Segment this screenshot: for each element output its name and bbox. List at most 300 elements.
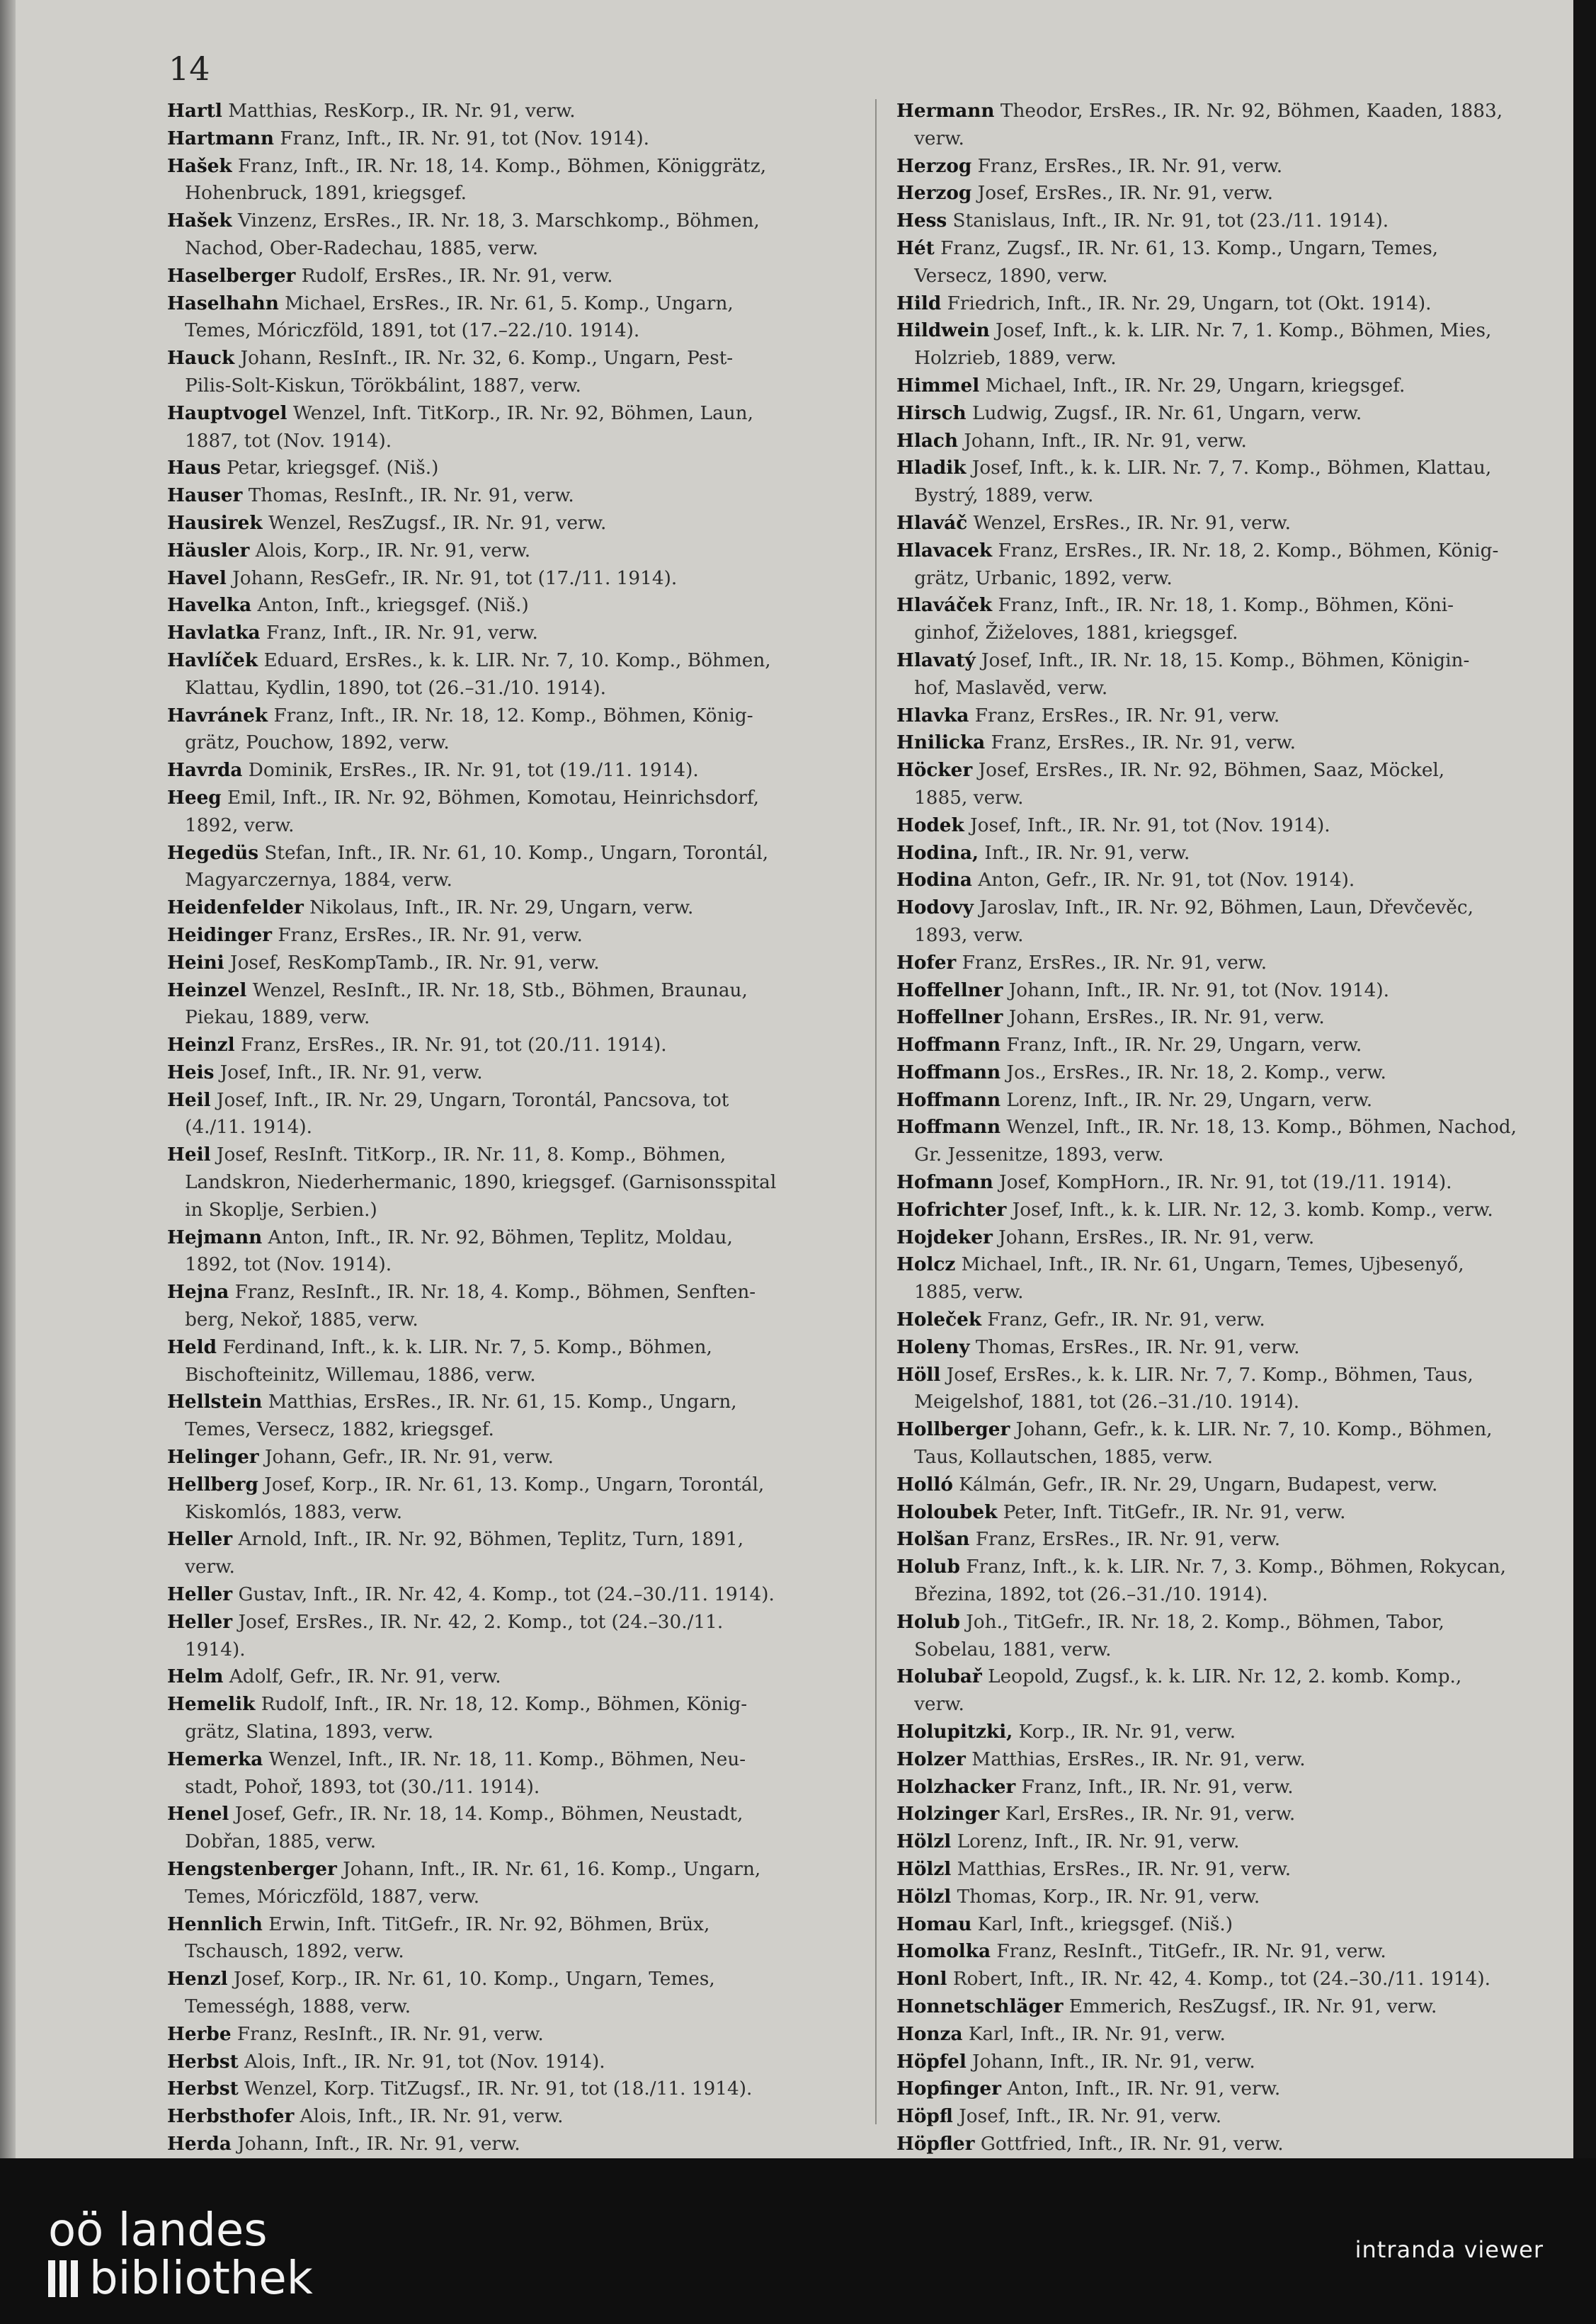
entry-details: Peter, Inft. TitGefr., IR. Nr. 91, verw.	[997, 1501, 1346, 1523]
entry-surname: Herbsthofer	[167, 2105, 295, 2128]
entry-surname: Hlavka	[896, 704, 969, 727]
entry-details: Johann, Inft., IR. Nr. 91, tot (Nov. 1914).	[1003, 979, 1389, 1001]
entry-line	[896, 1251, 1573, 1279]
entry-surname: Hauptvogel	[167, 401, 287, 424]
entry-surname: Heinzel	[167, 979, 247, 1001]
entry-surname: Hofer	[896, 951, 957, 974]
entry-line	[167, 1663, 855, 1691]
entry-details: Josef, ErsRes., IR. Nr. 92, Böhmen, Saaz, Möckel,	[972, 760, 1445, 782]
entry-surname: Hemelik	[167, 1693, 256, 1716]
entry-surname: Hölzl	[896, 1858, 952, 1880]
entry-line	[167, 620, 855, 647]
entry-line	[896, 98, 1573, 125]
entry-line	[896, 977, 1573, 1005]
entry-details: Stefan, Inft., IR. Nr. 61, 10. Komp., Ungarn, Torontál,	[258, 842, 769, 864]
entry-line	[896, 482, 1573, 510]
entry-details: Johann, ResGefr., IR. Nr. 91, tot (17./11. 1914).	[226, 567, 678, 589]
entry-details: grätz, Slatina, 1893, verw.	[167, 1721, 434, 1743]
entry-details: Joh., TitGefr., IR. Nr. 18, 2. Komp., Böhmen, Tabor,	[959, 1611, 1444, 1633]
entry-surname: Hausirek	[167, 511, 263, 534]
entry-surname: Herbst	[167, 2050, 239, 2073]
entry-line	[167, 1828, 855, 1856]
entry-line	[896, 592, 1573, 620]
entry-details: Franz, ErsRes., IR. Nr. 18, 2. Komp., Böhmen, König-	[992, 540, 1499, 562]
entry-details: Sobelau, 1881, verw.	[896, 1639, 1112, 1661]
entry-details: Lorenz, Inft., IR. Nr. 91, verw.	[951, 1831, 1240, 1853]
entry-details: Wenzel, Inft., IR. Nr. 18, 11. Komp., Böhmen, Neu-	[263, 1748, 746, 1770]
entry-line	[896, 317, 1573, 345]
entry-details: Holzrieb, 1889, verw.	[896, 348, 1117, 370]
entry-line	[167, 510, 855, 537]
entry-details: Alois, Inft., IR. Nr. 91, verw.	[294, 2106, 564, 2128]
entry-details: Anton, Inft., kriegsgef. (Niš.)	[251, 595, 529, 617]
entry-details: berg, Nekoř, 1885, verw.	[167, 1309, 418, 1331]
entry-surname: Hét	[896, 237, 935, 259]
entry-line	[896, 1966, 1573, 1993]
entry-details: Piekau, 1889, verw.	[167, 1007, 370, 1029]
entry-details: Temes, Versecz, 1882, kriegsgef.	[167, 1419, 494, 1441]
entry-details: 1885, verw.	[896, 787, 1024, 809]
entry-details: Alois, Korp., IR. Nr. 91, verw.	[249, 540, 531, 562]
entry-details: Franz, Inft., IR. Nr. 18, 12. Komp., Böhmen, König-	[268, 705, 753, 727]
entry-line	[896, 812, 1573, 840]
entry-details: Franz, ErsRes., IR. Nr. 91, tot (20./11. 1914).	[234, 1035, 667, 1056]
entry-line	[896, 950, 1573, 977]
entry-surname: Holcz	[896, 1253, 956, 1276]
entry-surname: Haus	[167, 457, 221, 479]
entry-details: grätz, Urbanic, 1892, verw.	[896, 567, 1173, 589]
entry-line	[896, 2021, 1573, 2049]
entry-surname: Hlavatý	[896, 649, 976, 671]
entry-surname: Holupitzki,	[896, 1721, 1013, 1743]
entry-surname: Heinzl	[167, 1034, 235, 1056]
entry-line	[896, 345, 1573, 372]
entry-details: in Skoplje, Serbien.)	[167, 1199, 377, 1221]
entry-surname: Heis	[167, 1061, 215, 1083]
entry-details: Johann, ResInft., IR. Nr. 32, 6. Komp., Ungarn, Pest-	[234, 348, 734, 370]
entry-details: Josef, ErsRes., k. k. LIR. Nr. 7, 7. Komp., Böhmen, Taus,	[940, 1364, 1474, 1386]
entry-line	[896, 867, 1573, 894]
entry-surname: Hojdeker	[896, 1226, 993, 1248]
entry-line	[167, 2021, 855, 2049]
entry-line	[167, 1141, 855, 1169]
entry-details: Klattau, Kydlin, 1890, tot (26.–31./10. 1914).	[167, 677, 607, 699]
entry-surname: Hild	[896, 292, 942, 314]
entry-surname: Havelka	[167, 594, 252, 617]
entry-details: Johann, Inft., IR. Nr. 91, verw.	[231, 2133, 520, 2155]
entry-surname: Haselhahn	[167, 292, 279, 314]
entry-surname: Herda	[167, 2132, 232, 2155]
entry-line	[167, 1911, 855, 1939]
entry-details: Franz, ErsRes., IR. Nr. 91, verw.	[971, 155, 1283, 177]
entry-line	[167, 153, 855, 181]
page-number: 14	[169, 50, 210, 88]
entry-details: Ludwig, Zugsf., IR. Nr. 61, Ungarn, verw.	[966, 402, 1362, 424]
entry-surname: Holeček	[896, 1309, 982, 1331]
entry-line	[167, 1499, 855, 1527]
logo-bars-icon	[48, 2260, 78, 2297]
entry-details: Anton, Gefr., IR. Nr. 91, tot (Nov. 1914).	[971, 870, 1355, 892]
entry-details: Bystrý, 1889, verw.	[896, 485, 1094, 507]
entry-surname: Havránek	[167, 704, 268, 727]
entry-details: verw.	[167, 1556, 235, 1578]
entry-surname: Holub	[896, 1610, 960, 1633]
entry-surname: Held	[167, 1335, 217, 1358]
entry-line	[167, 1279, 855, 1306]
entry-surname: Hoffellner	[896, 979, 1003, 1001]
entry-surname: Hoffmann	[896, 1088, 1001, 1111]
entry-details: Josef, ErsRes., IR. Nr. 91, verw.	[971, 183, 1274, 205]
entry-surname: Henel	[167, 1803, 229, 1825]
entry-surname: Hellstein	[167, 1391, 263, 1413]
entry-line	[167, 757, 855, 785]
entry-line	[167, 1224, 855, 1252]
entry-details: Pilis-Solt-Kiskun, Törökbálint, 1887, verw.	[167, 375, 581, 397]
entry-surname: Herbe	[167, 2022, 232, 2045]
entry-line	[167, 1004, 855, 1032]
entry-line	[167, 1251, 855, 1279]
entry-details: Josef, Inft., IR. Nr. 29, Ungarn, Torontál, Pancsova, tot	[210, 1089, 729, 1111]
entry-line	[167, 1719, 855, 1746]
entry-details: Eduard, ErsRes., k. k. LIR. Nr. 7, 10. Komp., Böhmen,	[258, 649, 771, 671]
entry-surname: Heil	[167, 1088, 211, 1111]
entry-details: 1892, verw.	[167, 814, 295, 836]
entry-surname: Hartl	[167, 100, 222, 122]
entry-line	[167, 428, 855, 455]
entry-line	[167, 1444, 855, 1471]
entry-details: Michael, Inft., IR. Nr. 61, Ungarn, Temes, Ujbesenyő,	[955, 1254, 1464, 1276]
entry-surname: Homau	[896, 1913, 972, 1935]
entry-line	[896, 1911, 1573, 1939]
entry-line	[896, 1856, 1573, 1884]
entry-line	[896, 1828, 1573, 1856]
entry-details: Michael, Inft., IR. Nr. 29, Ungarn, kriegsgef.	[979, 375, 1406, 397]
viewer-label: intranda viewer	[1355, 2236, 1544, 2263]
entry-details: Inft., IR. Nr. 91, verw.	[979, 842, 1190, 864]
entry-details: Meigelshof, 1881, tot (26.–31./10. 1914).	[896, 1391, 1300, 1413]
entry-details: Bischofteinitz, Willemau, 1886, verw.	[167, 1364, 536, 1386]
entry-line	[167, 785, 855, 812]
entry-line	[167, 1993, 855, 2021]
entry-line	[896, 1993, 1573, 2021]
entry-surname: Heller	[167, 1528, 233, 1551]
entry-details: Franz, Inft., IR. Nr. 18, 14. Komp., Böhmen, Königgrätz,	[232, 155, 767, 177]
entry-surname: Höpfel	[896, 2050, 967, 2073]
entry-details: Franz, ErsRes., IR. Nr. 91, verw.	[985, 732, 1296, 754]
entry-details: Stanislaus, Inft., IR. Nr. 91, tot (23./11. 1914).	[947, 210, 1389, 232]
entry-line	[167, 400, 855, 428]
entry-line	[896, 510, 1573, 537]
entry-surname: Hašek	[167, 210, 232, 232]
entry-details: Franz, Inft., IR. Nr. 18, 1. Komp., Böhmen, Köni-	[992, 595, 1454, 617]
entry-line	[167, 867, 855, 894]
entry-details: Josef, ResInft. TitKorp., IR. Nr. 11, 8. Komp., Böhmen,	[210, 1144, 726, 1166]
entry-details: Johann, ErsRes., IR. Nr. 91, verw.	[992, 1226, 1315, 1248]
entry-line	[167, 1416, 855, 1444]
entry-surname: Honza	[896, 2022, 963, 2045]
entry-surname: Homolka	[896, 1940, 991, 1963]
entry-details: Josef, ResKompTamb., IR. Nr. 91, verw.	[224, 952, 600, 974]
entry-surname: Hodina,	[896, 841, 979, 864]
entry-line	[896, 1801, 1573, 1828]
entry-details: Leopold, Zugsf., k. k. LIR. Nr. 12, 2. komb. Komp.,	[981, 1666, 1462, 1688]
entry-surname: Heidinger	[167, 923, 273, 946]
entry-line	[167, 1087, 855, 1115]
entry-surname: Hollberger	[896, 1418, 1010, 1441]
entry-details: Thomas, ResInft., IR. Nr. 91, verw.	[242, 485, 574, 507]
entry-details: Franz, ErsRes., IR. Nr. 91, verw.	[969, 705, 1280, 727]
viewer-footer	[0, 2158, 1596, 2324]
entry-surname: Havel	[167, 566, 227, 589]
entry-details: ginhof, Žiželoves, 1881, kriegsgef.	[896, 622, 1238, 644]
entry-details: Matthias, ErsRes., IR. Nr. 61, 15. Komp., Ungarn,	[262, 1391, 737, 1413]
entry-line	[896, 1224, 1573, 1252]
entry-line	[896, 1389, 1573, 1416]
entry-surname: Hoffmann	[896, 1116, 1001, 1139]
entry-line	[167, 125, 855, 153]
entry-surname: Höpfler	[896, 2132, 975, 2155]
entry-line	[896, 840, 1573, 867]
entry-line	[167, 1966, 855, 1993]
entry-details: Karl, Inft., kriegsgef. (Niš.)	[971, 1913, 1233, 1935]
entry-surname: Hodovy	[896, 896, 974, 919]
entry-details: hof, Maslavěd, verw.	[896, 677, 1108, 699]
entry-surname: Hnilicka	[896, 731, 986, 754]
entry-surname: Hejmann	[167, 1226, 263, 1248]
entry-line	[167, 1362, 855, 1389]
entry-line	[896, 263, 1573, 290]
entry-surname: Herzog	[896, 182, 972, 205]
entry-details: Anton, Inft., IR. Nr. 92, Böhmen, Teplitz, Moldau,	[262, 1226, 733, 1248]
entry-details: Emil, Inft., IR. Nr. 92, Böhmen, Komotau, Heinrichsdorf,	[221, 787, 759, 809]
entry-surname: Hirsch	[896, 401, 967, 424]
entry-surname: Hoffellner	[896, 1006, 1003, 1029]
entry-surname: Höll	[896, 1363, 941, 1386]
entry-details: Michael, ErsRes., IR. Nr. 61, 5. Komp., Ungarn,	[278, 292, 734, 314]
entry-surname: Hlaváč	[896, 511, 968, 534]
entry-details: Franz, ResInft., IR. Nr. 91, verw.	[231, 2023, 544, 2045]
entry-surname: Hlaváček	[896, 594, 993, 617]
entry-details: Emmerich, ResZugsf., IR. Nr. 91, verw.	[1063, 1995, 1437, 2017]
entry-line	[167, 1691, 855, 1719]
entry-line	[896, 537, 1573, 565]
entry-details: verw.	[896, 1694, 964, 1716]
entry-line	[896, 1362, 1573, 1389]
entry-surname: Hejna	[167, 1281, 229, 1304]
entry-details: Gr. Jessenitze, 1893, verw.	[896, 1144, 1164, 1166]
entry-surname: Hoffmann	[896, 1034, 1001, 1056]
entry-line	[896, 1774, 1573, 1801]
entry-line	[896, 2075, 1573, 2103]
entry-line	[167, 1197, 855, 1224]
entry-details: Matthias, ErsRes., IR. Nr. 91, verw.	[965, 1748, 1306, 1770]
entry-details: Johann, Inft., IR. Nr. 61, 16. Komp., Ungarn,	[336, 1859, 761, 1880]
entry-details: Josef, Inft., k. k. LIR. Nr. 7, 7. Komp., Böhmen, Klattau,	[966, 457, 1492, 479]
entry-details: Gottfried, Inft., IR. Nr. 91, verw.	[974, 2133, 1284, 2155]
entry-details: Josef, Inft., IR. Nr. 18, 15. Komp., Böhmen, Königin-	[975, 649, 1470, 671]
entry-details: Johann, Inft., IR. Nr. 91, verw.	[966, 2051, 1255, 2073]
entry-surname: Hartmann	[167, 127, 274, 149]
entry-details: Franz, ResInft., TitGefr., IR. Nr. 91, verw.	[991, 1941, 1386, 1963]
entry-line	[896, 125, 1573, 153]
entry-line	[167, 1938, 855, 1966]
entry-line	[167, 1746, 855, 1774]
entry-details: Dobřan, 1885, verw.	[167, 1831, 377, 1853]
entry-surname: Holzinger	[896, 1803, 1000, 1825]
entry-surname: Holeny	[896, 1335, 970, 1358]
entry-line	[896, 180, 1573, 207]
entry-details: Franz, ErsRes., IR. Nr. 91, verw.	[272, 924, 583, 946]
entry-line	[167, 537, 855, 565]
entry-details: Arnold, Inft., IR. Nr. 92, Böhmen, Teplitz, Turn, 1891,	[232, 1529, 744, 1551]
entry-line	[167, 2075, 855, 2103]
entry-surname: Herzog	[896, 154, 972, 177]
entry-surname: Henzl	[167, 1968, 228, 1990]
entry-surname: Höcker	[896, 759, 973, 782]
entry-surname: Helm	[167, 1665, 224, 1688]
entry-details: Wenzel, Inft. TitKorp., IR. Nr. 92, Böhmen, Laun,	[287, 402, 753, 424]
entry-details: Franz, Zugsf., IR. Nr. 61, 13. Komp., Ungarn, Temes,	[934, 237, 1439, 259]
entry-surname: Häusler	[167, 539, 250, 562]
entry-details: Friedrich, Inft., IR. Nr. 29, Ungarn, tot (Okt. 1914).	[941, 292, 1432, 314]
entry-details: Temességh, 1888, verw.	[167, 1995, 411, 2017]
entry-surname: Honnetschläger	[896, 1995, 1064, 2017]
entry-surname: Havlatka	[167, 622, 261, 644]
entry-line	[167, 235, 855, 263]
entry-line	[167, 455, 855, 482]
entry-line	[167, 1471, 855, 1499]
entry-details: Franz, Inft., k. k. LIR. Nr. 7, 3. Komp., Böhmen, Rokycan,	[959, 1556, 1506, 1578]
entry-surname: Hildwein	[896, 319, 990, 342]
entry-details: Franz, ResInft., IR. Nr. 18, 4. Komp., Böhmen, Senften-	[229, 1282, 756, 1304]
entry-line	[896, 1691, 1573, 1719]
entry-line	[896, 400, 1573, 428]
entry-line	[896, 235, 1573, 263]
page-edge-shadow	[0, 0, 16, 2158]
entry-details: Gustav, Inft., IR. Nr. 42, 4. Komp., tot (24.–30./11. 1914).	[232, 1584, 775, 1606]
entry-details: Lorenz, Inft., IR. Nr. 29, Ungarn, verw.	[1001, 1089, 1373, 1111]
entry-line	[167, 922, 855, 950]
entry-details: Anton, Inft., IR. Nr. 91, verw.	[1001, 2078, 1281, 2100]
entry-details: Josef, ErsRes., IR. Nr. 42, 2. Komp., tot (24.–30./11.	[232, 1611, 724, 1633]
entry-line	[167, 812, 855, 840]
entry-surname: Holub	[896, 1556, 960, 1578]
logo-text-line2: bibliothek	[89, 2252, 313, 2305]
entry-line	[896, 455, 1573, 482]
entry-details: Theodor, ErsRes., IR. Nr. 92, Böhmen, Kaaden, 1883,	[994, 101, 1503, 122]
entry-line	[896, 1032, 1573, 1059]
entry-details: Wenzel, ResZugsf., IR. Nr. 91, verw.	[262, 512, 607, 534]
entry-line	[896, 2049, 1573, 2076]
entry-details: Josef, Inft., IR. Nr. 91, tot (Nov. 1914).	[964, 814, 1330, 836]
entry-line	[896, 428, 1573, 455]
entry-surname: Hengstenberger	[167, 1858, 337, 1880]
entry-line	[167, 1526, 855, 1554]
entry-details: Josef, Inft., IR. Nr. 91, verw.	[952, 2106, 1222, 2128]
entry-details: Magyarczernya, 1884, verw.	[167, 870, 452, 892]
entry-line	[896, 620, 1573, 647]
entry-surname: Holló	[896, 1473, 953, 1496]
entry-details: Johann, ErsRes., IR. Nr. 91, verw.	[1003, 1007, 1325, 1029]
entry-details: 1892, tot (Nov. 1914).	[167, 1254, 392, 1276]
entry-line	[896, 2103, 1573, 2131]
entry-details: Tschausch, 1892, verw.	[167, 1941, 404, 1963]
entry-line	[167, 1554, 855, 1581]
entry-surname: Hemerka	[167, 1748, 263, 1770]
entry-details: grätz, Pouchow, 1892, verw.	[167, 732, 450, 754]
entry-line	[167, 894, 855, 922]
entry-details: Landskron, Niederhermanic, 1890, kriegsgef. (Garnisonsspital	[167, 1172, 777, 1194]
entry-surname: Hennlich	[167, 1913, 263, 1935]
entry-surname: Hellberg	[167, 1473, 258, 1496]
entry-line	[896, 1114, 1573, 1141]
entry-line	[896, 675, 1573, 702]
entry-line	[167, 2131, 855, 2158]
entry-line	[896, 1471, 1573, 1499]
entry-line	[167, 1774, 855, 1801]
entry-line	[167, 1389, 855, 1416]
entry-line	[167, 840, 855, 867]
entry-details: Kálmán, Gefr., IR. Nr. 29, Ungarn, Budapest, verw.	[952, 1474, 1438, 1496]
entry-line	[896, 372, 1573, 400]
entry-details: verw.	[896, 127, 964, 149]
entry-line	[167, 1801, 855, 1828]
entry-line	[896, 757, 1573, 785]
entry-line	[896, 1197, 1573, 1224]
entry-surname: Herbst	[167, 2078, 239, 2100]
entry-line	[167, 647, 855, 675]
entry-line	[167, 1032, 855, 1059]
entry-line	[896, 1636, 1573, 1664]
entry-line	[896, 1169, 1573, 1197]
entry-line	[896, 894, 1573, 922]
left-column	[167, 98, 855, 2158]
entry-surname: Holoubek	[896, 1500, 998, 1523]
entry-surname: Heil	[167, 1144, 211, 1166]
entry-details: Březina, 1892, tot (26.–31./10. 1914).	[896, 1584, 1268, 1606]
entry-details: Wenzel, ResInft., IR. Nr. 18, Stb., Böhmen, Braunau,	[246, 979, 748, 1001]
entry-surname: Himmel	[896, 374, 980, 397]
entry-details: 1885, verw.	[896, 1282, 1024, 1304]
entry-details: 1914).	[167, 1639, 246, 1661]
entry-surname: Heini	[167, 951, 224, 974]
entry-details: 1887, tot (Nov. 1914).	[167, 430, 392, 452]
entry-line	[167, 565, 855, 593]
entry-line	[167, 1609, 855, 1636]
entry-surname: Hofmann	[896, 1171, 993, 1194]
entry-details: Petar, kriegsgef. (Niš.)	[220, 457, 439, 479]
entry-line	[167, 729, 855, 757]
entry-line	[896, 1938, 1573, 1966]
entry-details: Thomas, ErsRes., IR. Nr. 91, verw.	[969, 1336, 1300, 1358]
entry-line	[167, 482, 855, 510]
entry-line	[896, 1499, 1573, 1527]
entry-line	[167, 180, 855, 207]
entry-details: Nikolaus, Inft., IR. Nr. 29, Ungarn, verw.	[303, 897, 694, 919]
entry-surname: Hölzl	[896, 1885, 952, 1908]
logo-text-line1: oö landes	[48, 2204, 268, 2257]
entry-details: Franz, Inft., IR. Nr. 91, verw.	[1015, 1776, 1294, 1798]
entry-details: Adolf, Gefr., IR. Nr. 91, verw.	[223, 1666, 501, 1688]
entry-line	[896, 1884, 1573, 1911]
entry-line	[167, 1581, 855, 1609]
entry-line	[167, 1856, 855, 1884]
entry-surname: Heller	[167, 1610, 233, 1633]
entry-details: Johann, Gefr., k. k. LIR. Nr. 7, 10. Komp., Böhmen,	[1010, 1419, 1493, 1441]
entry-details: Josef, Inft., IR. Nr. 91, verw.	[214, 1061, 483, 1083]
entry-line	[896, 702, 1573, 730]
library-logo[interactable]	[48, 2204, 313, 2305]
